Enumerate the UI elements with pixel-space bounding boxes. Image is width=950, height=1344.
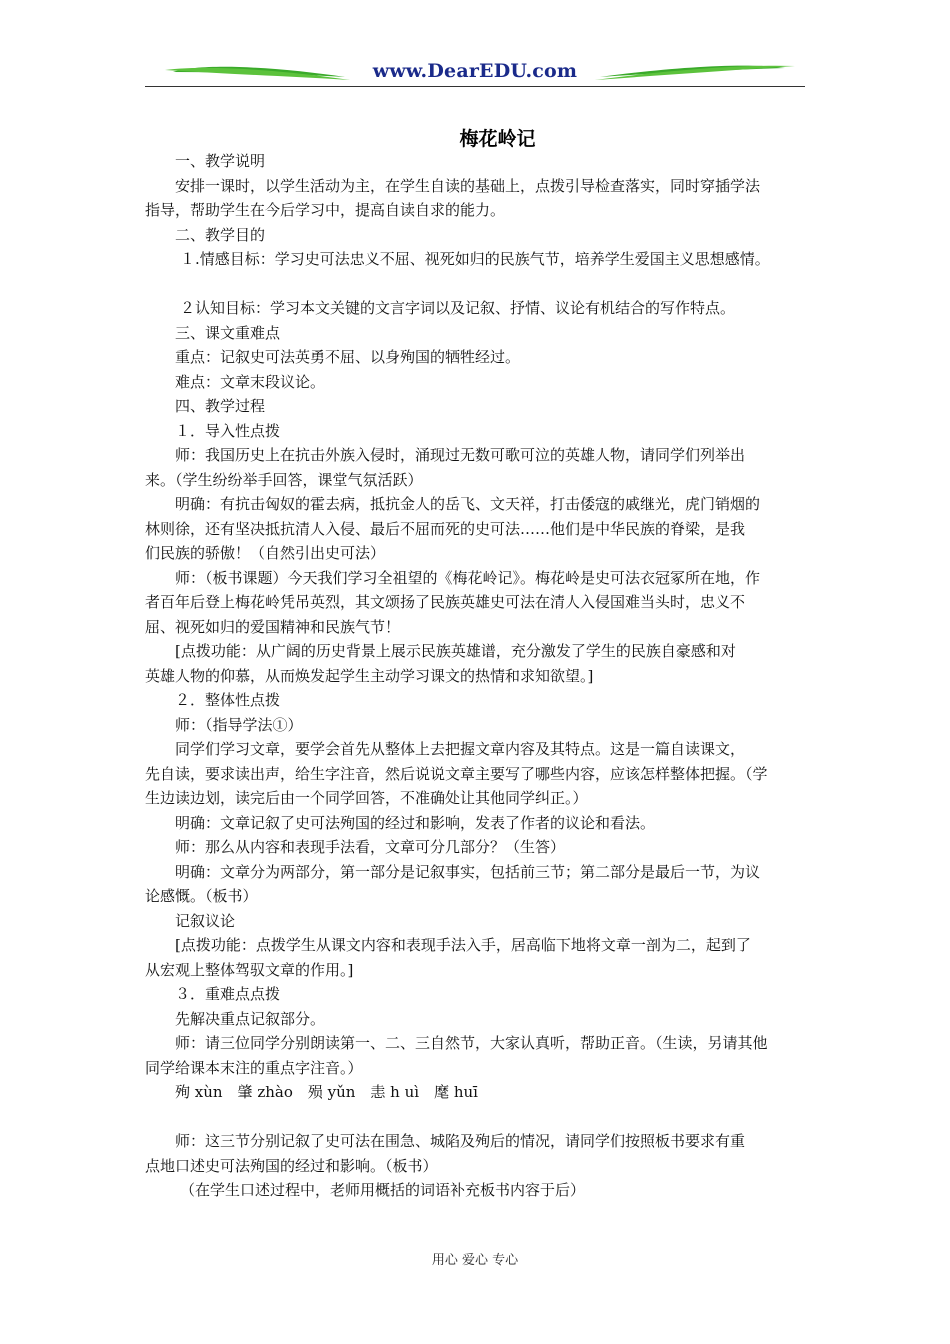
text-line: 师：（指导学法①） <box>175 715 303 734</box>
text-line: 点地口述史可法殉国的经过和影响。（板书） <box>145 1156 438 1175</box>
text-line: １.情感目标：学习史可法忠义不屈、视死如归的民族气节，培养学生爱国主义思想感情。 <box>180 250 770 268</box>
text-line: 生边读边划，读完后由一个同学回答，不准确处让其他同学纠正。） <box>145 789 588 807</box>
text-line: 林则徐，还有坚决抵抗清人入侵、最后不屈而死的史可法……他们是中华民族的脊梁，是我 <box>145 519 746 538</box>
blank-line <box>145 272 809 297</box>
text-line: [点拨功能：点拨学生从课文内容和表现手法入手，居高临下地将文章一剖为二，起到了 <box>175 936 751 954</box>
text-line: 明确：文章分为两部分，第一部分是记叙事实，包括前三节；第二部分是最后一节，为议 <box>175 862 761 881</box>
text-line: 重点：记叙史可法英勇不屈、以身殉国的牺牲经过。 <box>175 348 521 366</box>
blank-line <box>145 1105 809 1130</box>
page-footer: 用心 爱心 专心 <box>431 1253 519 1268</box>
text-line: （在学生口述过程中，老师用概括的词语补充板书内容于后） <box>180 1181 586 1199</box>
document-body <box>145 149 809 1203</box>
text-line: 一、教学说明 <box>175 152 266 170</box>
text-line: 屈、视死如归的爱国精神和民族气节！ <box>145 617 401 636</box>
text-line: [点拨功能：从广阔的历史背景上展示民族英雄谱，充分激发了学生的民族自豪感和对 <box>175 642 736 660</box>
text-line: 记叙议论 <box>175 911 236 930</box>
text-line: 们民族的骄傲！（自然引出史可法） <box>145 544 386 562</box>
text-line: 来。（学生纷纷举手回答，课堂气氛活跃） <box>145 470 423 489</box>
text-line: 先自读，要求读出声，给生字注音，然后说说文章主要写了哪些内容，应该怎样整体把握。（学 <box>145 764 768 783</box>
text-line: 从宏观上整体驾驭文章的作用。] <box>145 960 354 979</box>
text-line: ２认知目标：学习本文关键的文言字词以及记叙、抒情、议论有机结合的写作特点。 <box>180 299 736 317</box>
text-line: 师：请三位同学分别朗读第一、二、三自然节，大家认真听，帮助正音。（生读，另请其他 <box>175 1034 768 1052</box>
text-line: 者百年后登上梅花岭凭吊英烈，其文颂扬了民族英雄史可法在清人入侵国难当头时，忠义不 <box>145 593 746 611</box>
header-divider <box>145 86 805 87</box>
text-line: 同学给课本末注的重点字注音。） <box>145 1058 363 1077</box>
text-line: 师：那么从内容和表现手法看，文章可分几部分？（生答） <box>175 838 566 856</box>
text-line: ３．重难点点拨 <box>175 985 281 1003</box>
text-line: 指导，帮助学生在今后学习中，提高自读自求的能力。 <box>145 201 506 219</box>
text-line: 明确：文章记叙了史可法殉国的经过和影响，发表了作者的议论和看法。 <box>175 813 656 832</box>
text-line: 论感慨。（板书） <box>145 887 258 905</box>
text-line: 先解决重点记叙部分。 <box>175 1009 326 1028</box>
text-line: 师：（板书课题）今天我们学习全祖望的《梅花岭记》。梅花岭是史可法衣冠冢所在地，作 <box>175 568 761 587</box>
text-line: 明确：有抗击匈奴的霍去病，抵抗金人的岳飞、文天祥，打击倭寇的戚继光，虎门销烟的 <box>175 495 761 513</box>
text-line: 同学们学习文章，要学会首先从整体上去把握文章内容及其特点。这是一篇自读课文， <box>175 740 746 758</box>
text-line: 安排一课时，以学生活动为主，在学生自读的基础上，点拨引导检查落实，同时穿插学法 <box>175 176 761 195</box>
text-line: 难点：文章末段议论。 <box>175 372 326 391</box>
text-line: 师：这三节分别记叙了史可法在围急、城陷及殉后的情况，请同学们按照板书要求有重 <box>175 1132 746 1150</box>
text-line: 四、教学过程 <box>175 397 266 415</box>
text-line: 英雄人物的仰慕，从而焕发起学生主动学习课文的热情和求知欲望。] <box>145 666 594 685</box>
text-line: 三、课文重难点 <box>175 323 281 342</box>
text-line: 师：我国历史上在抗击外族入侵时，涌现过无数可歌可泣的英雄人物，请同学们列举出 <box>175 446 746 464</box>
text-line: ２．整体性点拨 <box>175 691 281 709</box>
site-logo-text: www.DearEDU.com <box>372 60 578 82</box>
text-line: 殉 xùn 肇 zhào 殒 yǔn 恚 h uì 麾 huī <box>175 1083 478 1101</box>
text-line: 二、教学目的 <box>175 225 266 244</box>
document-title: 梅花岭记 <box>459 128 536 150</box>
text-line: １．导入性点拨 <box>175 421 281 440</box>
